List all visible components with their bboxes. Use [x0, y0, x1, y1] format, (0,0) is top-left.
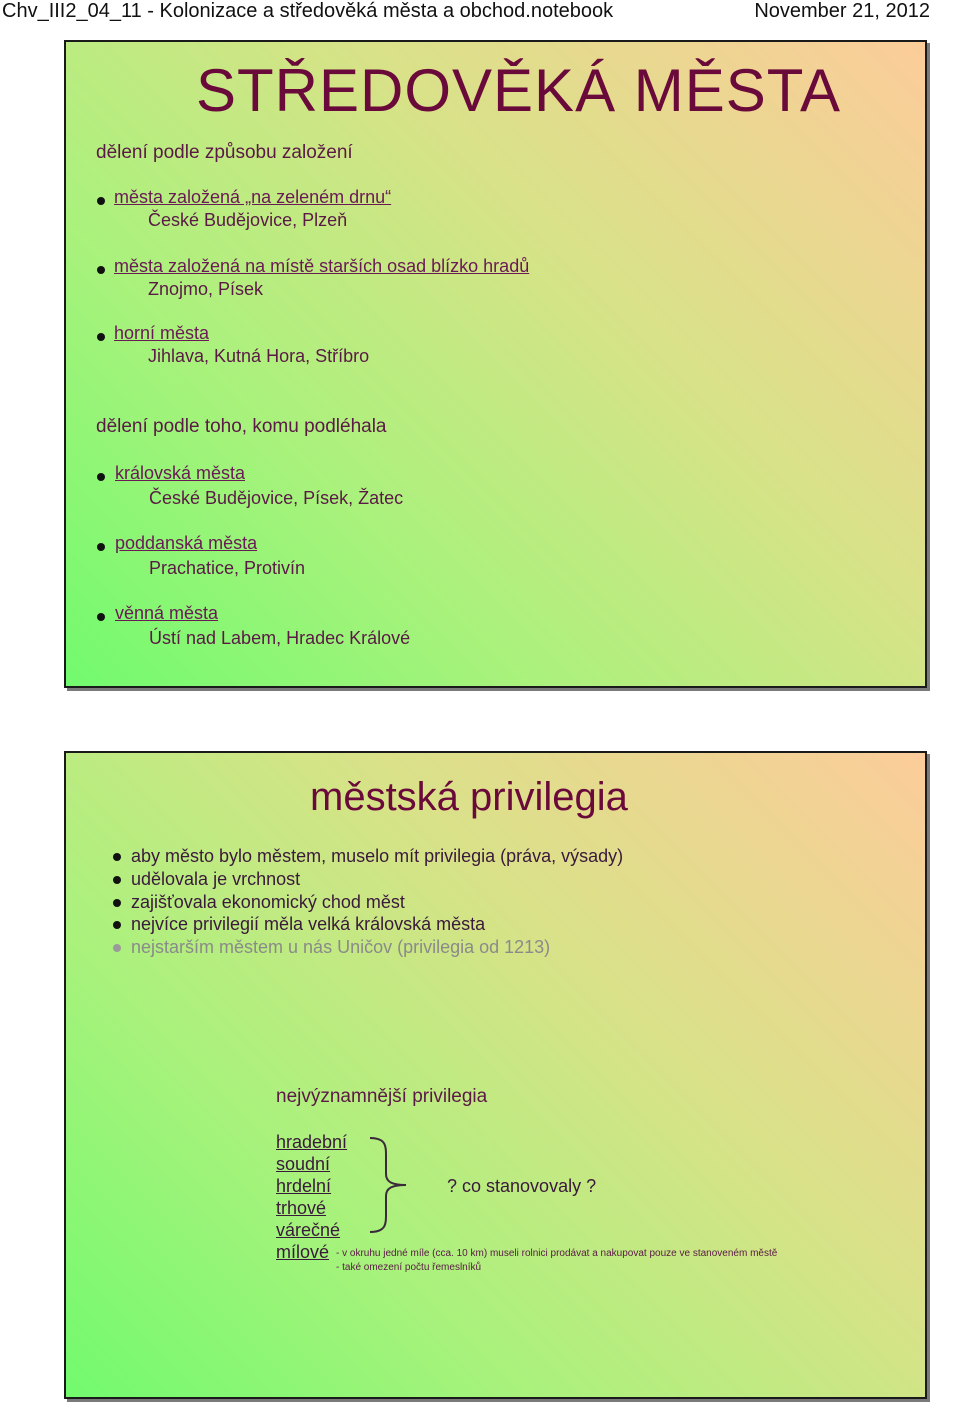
- slide-title: STŘEDOVĚKÁ MĚSTA: [196, 57, 842, 124]
- section-heading-founding: dělení podle způsobu založení: [96, 142, 353, 163]
- link-subject-towns[interactable]: poddanská města: [115, 533, 258, 553]
- slide-medieval-towns: [64, 40, 927, 688]
- bullet-icon: [113, 944, 121, 952]
- link-towns-older-settlements[interactable]: města založená na místě starších osad blízko hradů: [114, 256, 530, 276]
- bullet-icon: [97, 266, 105, 274]
- examples-text: Jihlava, Kutná Hora, Stříbro: [148, 346, 370, 366]
- examples-text: Znojmo, Písek: [148, 279, 264, 299]
- curly-brace-icon: [366, 1136, 412, 1234]
- privilege-link-brewing[interactable]: várečné: [276, 1220, 341, 1240]
- examples-text: Ústí nad Labem, Hradec Králové: [149, 628, 411, 648]
- note-craftsmen-limit: - také omezení počtu řemeslníků: [336, 1262, 482, 1273]
- question-text: ? co stanovovaly ?: [447, 1176, 597, 1196]
- bullet-icon: [113, 876, 121, 884]
- bullet-icon: [97, 613, 105, 621]
- bullet-text: zajišťovala ekonomický chod měst: [131, 892, 405, 912]
- bullet-icon: [113, 899, 121, 907]
- section-heading-subordination: dělení podle toho, komu podléhala: [96, 416, 387, 437]
- link-towns-green-field[interactable]: města založená „na zeleném drnu“: [114, 187, 392, 207]
- examples-text: České Budějovice, Písek, Žatec: [149, 488, 404, 508]
- link-royal-towns[interactable]: královská města: [115, 463, 246, 483]
- important-privileges-heading: nejvýznamnější privilegia: [276, 1086, 488, 1107]
- privilege-link-capital-justice[interactable]: hrdelní: [276, 1176, 332, 1196]
- bullet-icon: [113, 853, 121, 861]
- bullet-icon: [113, 921, 121, 929]
- examples-text: Prachatice, Protivín: [149, 558, 306, 578]
- bullet-icon: [97, 333, 105, 341]
- slide-town-privileges: [64, 751, 927, 1399]
- note-mile-right: - v okruhu jedné míle (cca. 10 km) museli rolnici prodávat a nakupovat pouze ve stanoveném městě: [336, 1248, 778, 1259]
- privilege-link-fortification[interactable]: hradební: [276, 1132, 348, 1152]
- privilege-link-judicial[interactable]: soudní: [276, 1154, 331, 1174]
- bullet-text: nejvíce privilegií měla velká královská města: [131, 914, 486, 934]
- slide-title: městská privilegia: [310, 775, 628, 819]
- link-dowry-towns[interactable]: věnná města: [115, 603, 219, 623]
- privilege-link-market[interactable]: trhové: [276, 1198, 327, 1218]
- bullet-icon: [97, 543, 105, 551]
- notebook-title: Chv_III2_04_11 - Kolonizace a středověká města a obchod.notebook: [2, 0, 614, 22]
- bullet-text: aby město bylo městem, muselo mít privilegia (práva, výsady): [131, 846, 624, 866]
- bullet-text: udělovala je vrchnost: [131, 869, 301, 889]
- page-header: [0, 0, 960, 28]
- examples-text: České Budějovice, Plzeň: [148, 210, 348, 230]
- privilege-link-mile-right[interactable]: mílové: [276, 1242, 330, 1262]
- bullet-icon: [97, 197, 105, 205]
- bullet-text: nejstarším městem u nás Uničov (privilegia od 1213): [131, 937, 551, 957]
- bullet-icon: [97, 473, 105, 481]
- notebook-date: November 21, 2012: [754, 0, 930, 22]
- link-mining-towns[interactable]: horní města: [114, 323, 210, 343]
